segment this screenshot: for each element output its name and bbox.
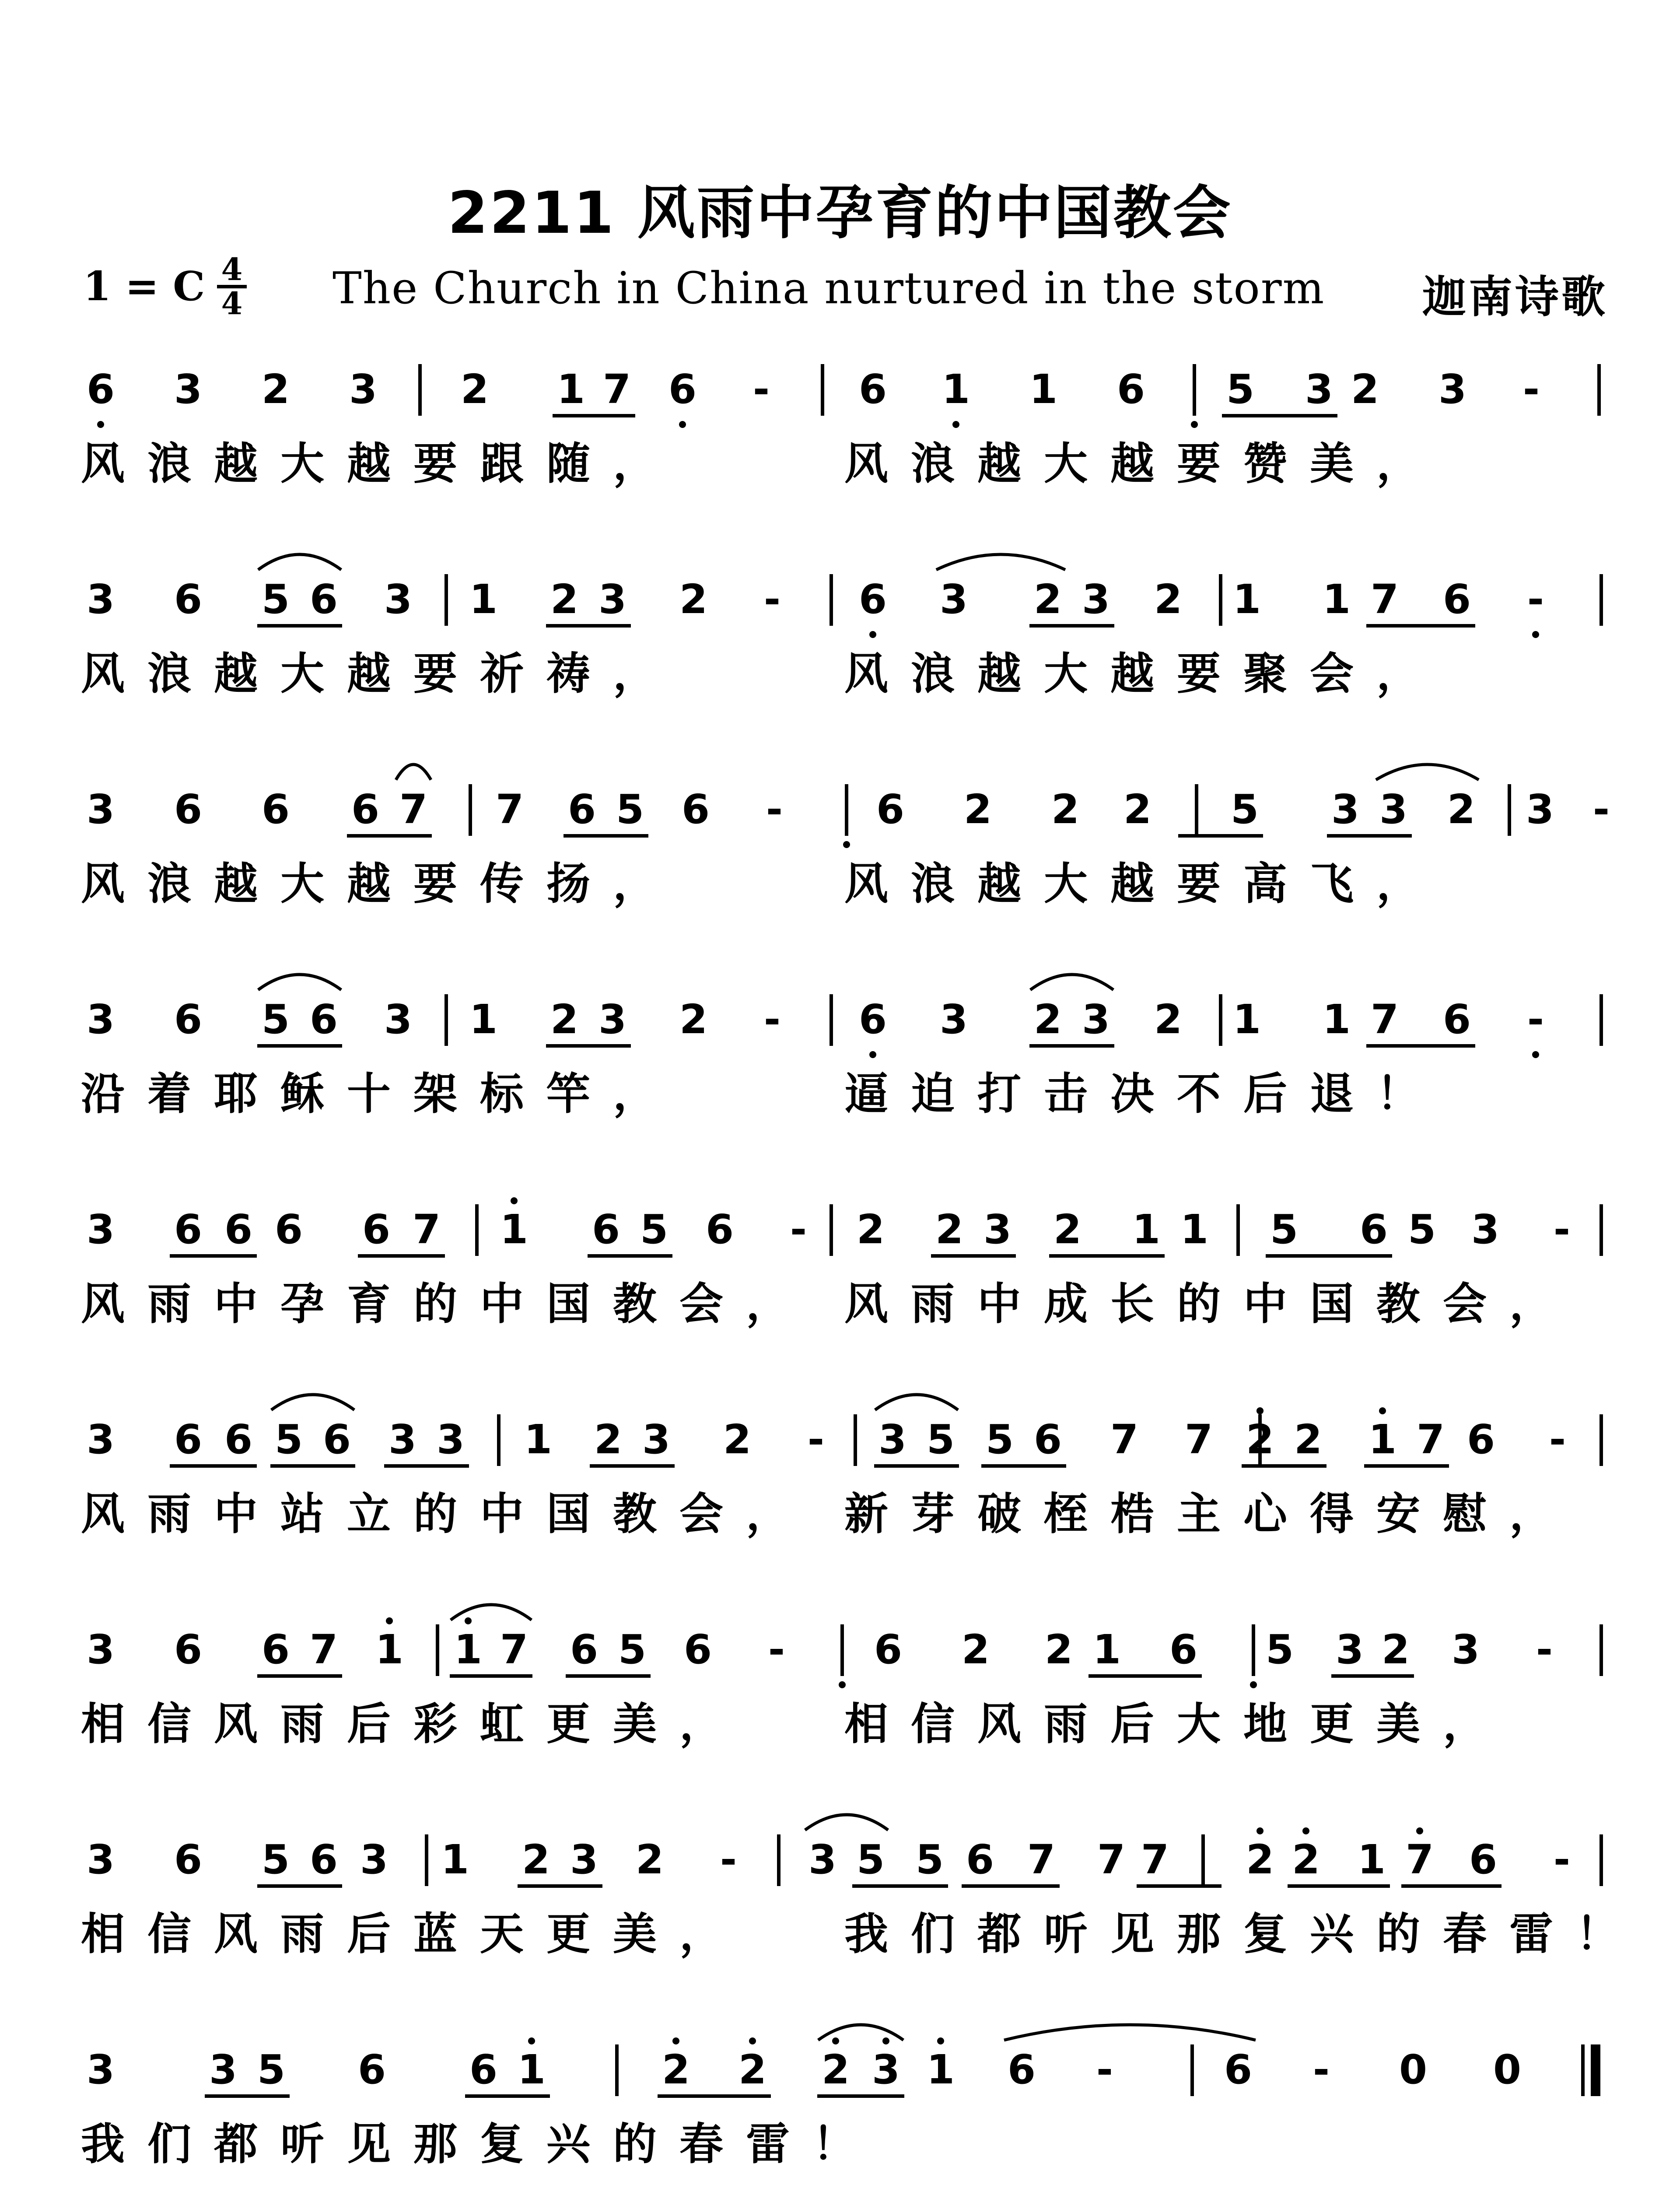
note: 5 — [1226, 366, 1254, 413]
dash-extension: - — [1536, 1626, 1553, 1673]
dash-extension: - — [790, 1206, 807, 1253]
note: 6 — [705, 1206, 734, 1253]
page-title: 2211 风雨中孕育的中国教会 — [448, 179, 1232, 247]
note: 5 — [985, 1416, 1014, 1463]
note: 3 — [388, 1416, 416, 1463]
note: 3 — [384, 996, 412, 1043]
note: 2 — [1381, 1626, 1410, 1673]
note: 2 — [662, 2046, 690, 2093]
dash-extension: - — [807, 1416, 825, 1463]
note: 7 — [309, 1626, 338, 1673]
time-signature-top: 4 — [221, 251, 243, 288]
slur — [258, 975, 341, 990]
note: 1 — [556, 366, 585, 413]
note: 3 — [1305, 366, 1333, 413]
note: 1 — [441, 1836, 469, 1883]
lyric-line: 相信风雨后大地更美， — [844, 1698, 1509, 1750]
note: 2 — [963, 786, 992, 833]
note: 1 — [469, 576, 497, 623]
note: 6 — [174, 786, 202, 833]
english-subtitle: The Church in China nurtured in the storm — [332, 263, 1325, 314]
note: 6 — [174, 996, 202, 1043]
dash-extension: - — [1527, 576, 1544, 623]
note: 3 — [1451, 1626, 1480, 1673]
note: 2 — [1051, 786, 1079, 833]
lyric-line: 风雨中站立的中国教会， — [81, 1488, 812, 1539]
note: 2 — [1351, 366, 1379, 413]
note: 5 — [261, 576, 290, 623]
note: 6 — [224, 1206, 252, 1253]
note: 3 — [86, 1416, 115, 1463]
note: 5 — [274, 1416, 303, 1463]
note: 3 — [598, 996, 626, 1043]
note: 3 — [983, 1206, 1012, 1253]
note: 3 — [1526, 786, 1554, 833]
note: 6 — [469, 2046, 497, 2093]
note: 1 — [926, 2046, 955, 2093]
note: 6 — [362, 1206, 390, 1253]
note: 6 — [274, 1206, 303, 1253]
dash-extension: - — [752, 366, 770, 413]
note: 0 — [1493, 2046, 1521, 2093]
slur — [818, 2025, 903, 2040]
note: 5 — [261, 1836, 290, 1883]
note: 7 — [602, 366, 631, 413]
note: 5 — [926, 1416, 955, 1463]
note: 6 — [592, 1206, 620, 1253]
note: 7 — [1416, 1416, 1445, 1463]
note: 6 — [174, 1836, 202, 1883]
note: 6 — [309, 996, 338, 1043]
dash-extension: - — [1549, 1416, 1566, 1463]
note: 2 — [1154, 996, 1182, 1043]
note: 2 — [856, 1206, 885, 1253]
lyric-line: 我们都听见那复兴的春雷！ — [844, 1908, 1642, 1960]
note: 3 — [360, 1836, 388, 1883]
lyric-line: 风浪越大越要传扬， — [81, 858, 679, 909]
note: 3 — [86, 2046, 115, 2093]
note: 3 — [436, 1416, 465, 1463]
note: 6 — [567, 786, 596, 833]
note: 2 — [460, 366, 489, 413]
note: 7 — [1370, 996, 1399, 1043]
note: 2 — [821, 2046, 850, 2093]
note: 2 — [550, 996, 578, 1043]
note: 6 — [1169, 1626, 1197, 1673]
note: 5 — [261, 996, 290, 1043]
time-signature-bottom: 4 — [221, 285, 243, 322]
dash-extension: - — [1096, 2046, 1113, 2093]
note: 2 — [1154, 576, 1182, 623]
dash-extension: - — [720, 1836, 737, 1883]
note: 3 — [174, 366, 202, 413]
note: 2 — [1033, 996, 1062, 1043]
dash-extension: - — [766, 786, 783, 833]
note: 1 — [1132, 1206, 1160, 1253]
note: 5 — [856, 1836, 885, 1883]
note: 3 — [939, 996, 968, 1043]
note: 6 — [174, 1626, 202, 1673]
note: 2 — [1447, 786, 1475, 833]
lyric-line: 逼迫打击决不后退！ — [844, 1068, 1443, 1119]
note: 2 — [1294, 1416, 1322, 1463]
note: 6 — [309, 1836, 338, 1883]
key-signature: 1 = C — [83, 263, 205, 310]
lyric-line: 我们都听见那复兴的春雷！ — [81, 2118, 879, 2170]
note: 7 — [1405, 1836, 1434, 1883]
note: 1 — [1232, 576, 1261, 623]
note: 3 — [349, 366, 377, 413]
note: 7 — [1027, 1836, 1055, 1883]
note: 2 — [1292, 1836, 1320, 1883]
note: 1 — [454, 1626, 482, 1673]
note: 6 — [174, 1416, 202, 1463]
note: 6 — [322, 1416, 351, 1463]
note: 3 — [1082, 996, 1110, 1043]
note: 6 — [261, 786, 290, 833]
note: 1 — [942, 366, 970, 413]
note: 6 — [858, 576, 887, 623]
note: 3 — [878, 1416, 906, 1463]
note: 7 — [399, 786, 427, 833]
note: 7 — [1110, 1416, 1138, 1463]
note: 6 — [683, 1626, 712, 1673]
note: 2 — [1044, 1626, 1073, 1673]
note: 2 — [594, 1416, 622, 1463]
note: 6 — [357, 2046, 386, 2093]
note: 3 — [1331, 786, 1359, 833]
note: 7 — [412, 1206, 441, 1253]
slur — [396, 764, 431, 780]
note: 6 — [966, 1836, 994, 1883]
lyric-line: 风浪越大越要高飞， — [844, 858, 1443, 909]
note: 3 — [86, 1836, 115, 1883]
note: 2 — [1246, 1416, 1274, 1463]
lyric-line: 风雨中孕育的中国教会， — [81, 1278, 812, 1329]
note: 6 — [309, 576, 338, 623]
lyric-line: 风雨中成长的中国教会， — [844, 1278, 1576, 1329]
note: 3 — [808, 1836, 836, 1883]
note: 6 — [224, 1416, 252, 1463]
slur — [271, 1395, 354, 1410]
note: 1 — [524, 1416, 552, 1463]
note: 6 — [1469, 1836, 1497, 1883]
note: 6 — [858, 366, 887, 413]
note: 6 — [570, 1626, 598, 1673]
note: 5 — [915, 1836, 944, 1883]
dash-extension: - — [1553, 1836, 1571, 1883]
note: 3 — [209, 2046, 237, 2093]
author-credit: 迦南诗歌 — [1422, 271, 1608, 323]
dash-extension: - — [1312, 2046, 1330, 2093]
note: 6 — [858, 996, 887, 1043]
note: 5 — [640, 1206, 668, 1253]
note: 5 — [257, 2046, 285, 2093]
slur — [805, 1815, 888, 1830]
lyric-line: 风浪越大越要赞美， — [844, 438, 1443, 489]
note: 2 — [550, 576, 578, 623]
slur — [1030, 975, 1113, 990]
note: 7 — [1370, 576, 1399, 623]
note: 3 — [598, 576, 626, 623]
note: 7 — [1184, 1416, 1213, 1463]
dash-extension: - — [763, 996, 781, 1043]
slur — [875, 1395, 958, 1410]
note: 5 — [616, 786, 644, 833]
note: 5 — [618, 1626, 646, 1673]
note: 5 — [1407, 1206, 1436, 1253]
note: 3 — [86, 786, 115, 833]
lyric-line: 风浪越大越要聚会， — [844, 648, 1443, 699]
note: 3 — [1438, 366, 1466, 413]
dash-extension: - — [1522, 366, 1540, 413]
note: 5 — [1265, 1626, 1294, 1673]
slur — [258, 554, 341, 570]
note: 5 — [1270, 1206, 1298, 1253]
note: 2 — [1123, 786, 1152, 833]
dash-extension: - — [763, 576, 781, 623]
note: 6 — [1359, 1206, 1388, 1253]
note: 3 — [1335, 1626, 1364, 1673]
slur — [1376, 764, 1479, 780]
note: 2 — [522, 1836, 550, 1883]
note: 6 — [1442, 576, 1471, 623]
slur — [451, 1605, 532, 1620]
note: 6 — [261, 1626, 290, 1673]
slur — [1004, 2025, 1256, 2040]
note: 7 — [495, 786, 524, 833]
note: 1 — [517, 2046, 546, 2093]
note: 6 — [174, 576, 202, 623]
note: 3 — [570, 1836, 598, 1883]
note: 6 — [1007, 2046, 1036, 2093]
lyric-line: 沿着耶稣十架标竿， — [81, 1068, 679, 1119]
note: 1 — [500, 1206, 528, 1253]
note: 7 — [1141, 1836, 1169, 1883]
note: 0 — [1399, 2046, 1427, 2093]
note: 2 — [261, 366, 290, 413]
lyric-line: 风浪越大越要跟随， — [81, 438, 679, 489]
dash-extension: - — [1553, 1206, 1571, 1253]
note: 6 — [668, 366, 696, 413]
note: 1 — [1029, 366, 1057, 413]
note: 1 — [1180, 1206, 1208, 1253]
dash-extension: - — [768, 1626, 785, 1673]
lyric-line: 相信风雨后彩虹更美， — [81, 1698, 746, 1750]
note: 6 — [874, 1626, 902, 1673]
note: 1 — [469, 996, 497, 1043]
note: 3 — [1082, 576, 1110, 623]
note: 3 — [384, 576, 412, 623]
note: 2 — [679, 996, 707, 1043]
dash-extension: - — [1592, 786, 1610, 833]
dash-extension: - — [1527, 996, 1544, 1043]
note: 3 — [939, 576, 968, 623]
note: 1 — [1322, 576, 1351, 623]
note: 3 — [86, 996, 115, 1043]
note: 2 — [1246, 1836, 1274, 1883]
note: 2 — [635, 1836, 664, 1883]
note: 3 — [1379, 786, 1407, 833]
lyric-line: 新芽破桎梏主心得安慰， — [844, 1488, 1576, 1539]
note: 6 — [1033, 1416, 1062, 1463]
note: 1 — [1357, 1836, 1386, 1883]
note: 1 — [1232, 996, 1261, 1043]
note: 3 — [86, 1626, 115, 1673]
note: 6 — [1442, 996, 1471, 1043]
note: 3 — [86, 1206, 115, 1253]
note: 3 — [872, 2046, 900, 2093]
note: 5 — [1230, 786, 1259, 833]
note: 1 — [1092, 1626, 1121, 1673]
note: 6 — [174, 1206, 202, 1253]
note: 2 — [935, 1206, 963, 1253]
note: 2 — [1053, 1206, 1082, 1253]
note: 2 — [961, 1626, 990, 1673]
note: 7 — [1097, 1836, 1125, 1883]
note: 2 — [679, 576, 707, 623]
note: 3 — [642, 1416, 670, 1463]
note: 7 — [500, 1626, 528, 1673]
note: 6 — [1116, 366, 1145, 413]
note: 2 — [723, 1416, 751, 1463]
note: 6 — [351, 786, 379, 833]
note: 3 — [86, 576, 115, 623]
lyric-line: 相信风雨后蓝天更美， — [81, 1908, 746, 1960]
note: 6 — [1224, 2046, 1252, 2093]
note: 1 — [1322, 996, 1351, 1043]
note: 2 — [1033, 576, 1062, 623]
lyric-line: 风浪越大越要祈祷， — [81, 648, 679, 699]
note: 6 — [876, 786, 904, 833]
note: 1 — [1368, 1416, 1396, 1463]
note: 6 — [86, 366, 115, 413]
note: 3 — [1471, 1206, 1499, 1253]
note: 1 — [375, 1626, 403, 1673]
note: 6 — [681, 786, 710, 833]
note: 2 — [738, 2046, 766, 2093]
slur — [936, 554, 1065, 570]
note: 6 — [1466, 1416, 1495, 1463]
